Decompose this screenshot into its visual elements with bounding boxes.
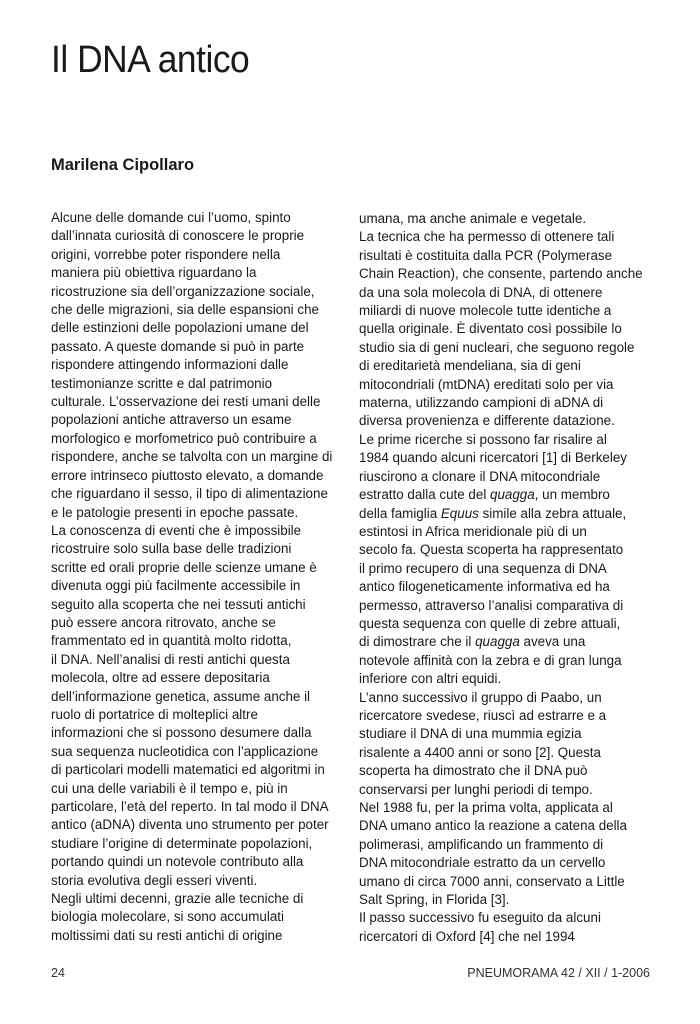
text-line: biologia molecolare, si sono accumulati <box>51 909 284 925</box>
text-line: ruolo di portatrice di molteplici altre <box>51 706 258 722</box>
text-line: quella originale. È diventato così possibile lo <box>359 321 622 337</box>
text-line: che riguardano il sesso, il tipo di alimentazione <box>51 486 328 502</box>
text-line: studio sia di geni nucleari, che seguono regole <box>359 339 635 355</box>
text-line: di dimostrare che il quagga aveva una <box>359 634 586 650</box>
article-title: Il DNA antico <box>51 39 250 81</box>
text-line: errore intrinseco piuttosto elevato, a domande <box>51 467 324 483</box>
text-line: storia evolutiva degli esseri viventi. <box>51 872 258 888</box>
text-line: studiare il DNA di una mummia egizia <box>359 726 582 742</box>
text-line: della famiglia Equus simile alla zebra attuale, <box>359 505 627 521</box>
text-line: risultati è costituita dalla PCR (Polymerase <box>359 247 613 263</box>
text-line: portando quindi un notevole contributo alla <box>51 854 304 870</box>
text-line: maniera più obiettiva riguardano la <box>51 265 257 281</box>
text-line: ricercatori di Oxford [4] che nel 1994 <box>359 928 575 944</box>
text-line: dall’innata curiosità di conoscere le proprie <box>51 228 305 244</box>
text-line: DNA mitocondriale estratto da un cervello <box>359 855 606 871</box>
text-line: particolare, l’età del reperto. In tal modo il DNA <box>51 799 329 814</box>
text-line: riuscirono a clonare il DNA mitocondriale <box>359 468 601 484</box>
text-line: studiare l’origine di determinate popolazioni, <box>51 835 313 851</box>
text-line: molecola, oltre ad essere depositaria <box>51 670 270 686</box>
text-line: può essere ancora ritrovato, anche se <box>51 614 276 630</box>
text-line: seguito alla scoperta che nei tessuti antichi <box>51 596 306 612</box>
text-line: di ereditarietà mendeliana, sia di geni <box>359 358 581 374</box>
text-line: La tecnica che ha permesso di ottenere tali <box>359 229 615 245</box>
text-line: che delle migrazioni, sia delle espansioni che <box>51 302 319 318</box>
text-line: popolazioni antiche attraverso un esame <box>51 412 292 428</box>
text-line: da una sola molecola di DNA, di ottenere <box>359 284 603 300</box>
text-line: risalente a 4400 anni or sono [2]. Questa <box>359 744 601 760</box>
page-number: 24 <box>51 966 65 980</box>
text-line: informazioni che si possono desumere dalla <box>51 725 312 741</box>
text-line: permesso, attraverso l’analisi comparativa di <box>359 597 624 613</box>
text-line: scritte ed orali proprie delle scienze umane è <box>51 559 317 575</box>
right-text-column <box>359 210 649 946</box>
text-line: sua sequenza nucleotidica con l’applicazione <box>51 743 319 759</box>
text-line: secolo fa. Questa scoperta ha rappresentato <box>359 542 624 558</box>
text-line: polimerasi, amplificando un frammento di <box>359 836 604 852</box>
text-line: estratto dalla cute del quagga, un membro <box>359 487 610 503</box>
text-line: scoperta ha dimostrato che il DNA può <box>359 763 588 779</box>
text-line: culturale. L’osservazione dei resti umani delle <box>51 394 321 410</box>
text-line: Chain Reaction), che consente, partendo anche <box>359 266 643 282</box>
text-line: rispondere, anche se talvolta con un margine di <box>51 449 333 465</box>
text-line: il primo recupero di una sequenza di DNA <box>359 560 607 576</box>
text-line: inferiore con altri equidi. <box>359 671 502 687</box>
text-line: ricostruzione sia dell’organizzazione sociale, <box>51 283 315 299</box>
text-line: Alcune delle domande cui l’uomo, spinto <box>51 210 291 225</box>
text-line: Il passo successivo fu eseguito da alcuni <box>359 910 601 926</box>
text-line: mitocondriali (mtDNA) ereditati solo per via <box>359 376 614 392</box>
journal-reference: PNEUMORAMA 42 / XII / 1-2006 <box>467 966 650 980</box>
text-line: antico filogeneticamente informativa ed ha <box>359 579 610 595</box>
text-line: divenuta oggi più facilmente accessibile in <box>51 578 301 594</box>
text-line: L’anno successivo il gruppo di Paabo, un <box>359 689 602 705</box>
text-line: notevole affinità con la zebra e di gran lunga <box>359 652 622 668</box>
text-line: ricercatore svedese, riuscì ad estrarre e a <box>359 707 607 723</box>
text-line: e le patologie presenti in epoche passate. <box>51 504 299 520</box>
text-line: rispondere attingendo informazioni dalle <box>51 357 289 373</box>
text-line: il DNA. Nell’analisi di resti antichi questa <box>51 651 290 667</box>
text-line: questa sequenza con quelle di zebre attuali, <box>359 615 621 631</box>
article-author: Marilena Cipollaro <box>51 156 195 174</box>
text-line: antico (aDNA) diventa uno strumento per poter <box>51 817 329 833</box>
text-line: Salt Spring, in Florida [3]. <box>359 892 510 908</box>
text-line: di particolari modelli matematici ed algoritmi in <box>51 762 325 778</box>
text-line: Le prime ricerche si possono far risalire al <box>359 431 607 447</box>
text-line: 1984 quando alcuni ricercatori [1] di Berkeley <box>359 450 627 466</box>
text-line: estintosi in Africa meridionale più di un <box>359 523 587 539</box>
left-text-column <box>51 209 341 945</box>
text-line: umana, ma anche animale e vegetale. <box>359 211 587 226</box>
text-line: La conoscenza di eventi che è impossibile <box>51 522 302 538</box>
text-line: materna, utilizzando campioni di aDNA di <box>359 395 604 411</box>
text-line: Negli ultimi decenni, grazie alle tecniche di <box>51 891 304 907</box>
text-line: passato. A queste domande si può in parte <box>51 338 305 354</box>
text-line: Nel 1988 fu, per la prima volta, applicata al <box>359 800 613 815</box>
text-line: frammentato ed in quantità molto ridotta, <box>51 633 292 649</box>
text-line: dell’informazione genetica, assume anche il <box>51 688 311 704</box>
text-line: delle estinzioni delle popolazioni umane del <box>51 320 309 336</box>
text-line: moltissimi dati su resti antichi di origine <box>51 927 283 943</box>
text-line: DNA umano antico la reazione a catena della <box>359 818 627 834</box>
text-line: diversa provenienza e differente datazione. <box>359 413 615 429</box>
text-line: ricostruire solo sulla base delle tradizioni <box>51 541 292 557</box>
text-line: conservarsi per lunghi periodi di tempo. <box>359 781 593 797</box>
text-line: cui una delle variabili è il tempo e, più in <box>51 780 288 796</box>
text-line: umano di circa 7000 anni, conservato a Little <box>359 873 625 889</box>
text-line: testimonianze scritte e dal patrimonio <box>51 375 273 391</box>
text-line: miliardi di nuove molecole tutte identiche a <box>359 303 612 319</box>
text-line: morfologico e morfometrico può contribuire a <box>51 430 317 446</box>
text-line: origini, vorrebbe poter rispondere nella <box>51 246 281 262</box>
